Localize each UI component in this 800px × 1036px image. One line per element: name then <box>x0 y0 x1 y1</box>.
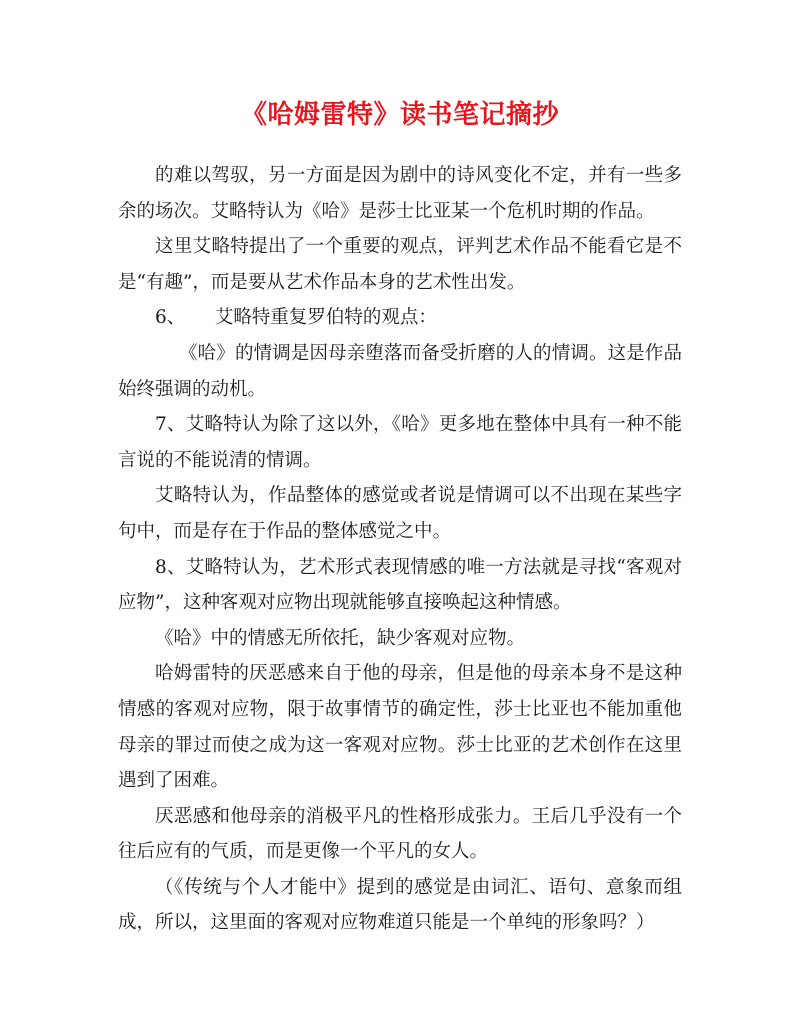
paragraph: 《哈》中的情感无所依托，缺少客观对应物。 <box>155 627 526 649</box>
paragraph: 厌恶感和他母亲的消极平凡的性格形成张力。王后几乎没有一个往后应有的气质，而是更像一个平凡的女人。 <box>118 805 682 863</box>
document-title: 《哈姆雷特》读书笔记摘抄 <box>240 100 559 130</box>
document-body <box>118 158 682 941</box>
paragraph: 《哈》的情调是因母亲堕落而备受折磨的人的情调。这是作品始终强调的动机。 <box>118 342 682 400</box>
item-text: 艾略特重复罗伯特的观点： <box>214 307 437 329</box>
item-number: 6、 <box>155 307 186 329</box>
paragraph: 7、艾略特认为除了这以外，《哈》更多地在整体中具有一种不能言说的不能说清的情调。 <box>118 414 682 471</box>
paragraph: 哈姆雷特的厌恶感来自于他的母亲，但是他的母亲本身不是这种情感的客观对应物，限于故事情节的确定性，莎士比亚也不能加重他母亲的罪过而使之成为这一客观对应物。莎士比亚的艺术创作在这里遇到了困难。 <box>118 663 682 792</box>
paragraph: 艾略特认为，作品整体的感觉或者说是情调可以不出现在某些字句中，而是存在于作品的整体感觉之中。 <box>118 485 682 542</box>
paragraph-item-6 <box>118 300 682 336</box>
paragraph: （《传统与个人才能中》提到的感觉是由词汇、语句、意象而组成，所以，这里面的客观对应物难道只能是一个单纯的形象吗？） <box>118 876 682 934</box>
paragraph: 8、艾略特认为，艺术形式表现情感的唯一方法就是寻找“客观对应物”，这种客观对应物出现就能够直接唤起这种情感。 <box>118 556 682 614</box>
paragraph: 这里艾略特提出了一个重要的观点，评判艺术作品不能看它是不是“有趣”，而是要从艺术作品本身的艺术性出发。 <box>118 236 682 293</box>
paragraph: 的难以驾驭，另一方面是因为剧中的诗风变化不定，并有一些多余的场次。艾略特认为《哈》是莎士比亚某一个危机时期的作品。 <box>118 165 682 222</box>
